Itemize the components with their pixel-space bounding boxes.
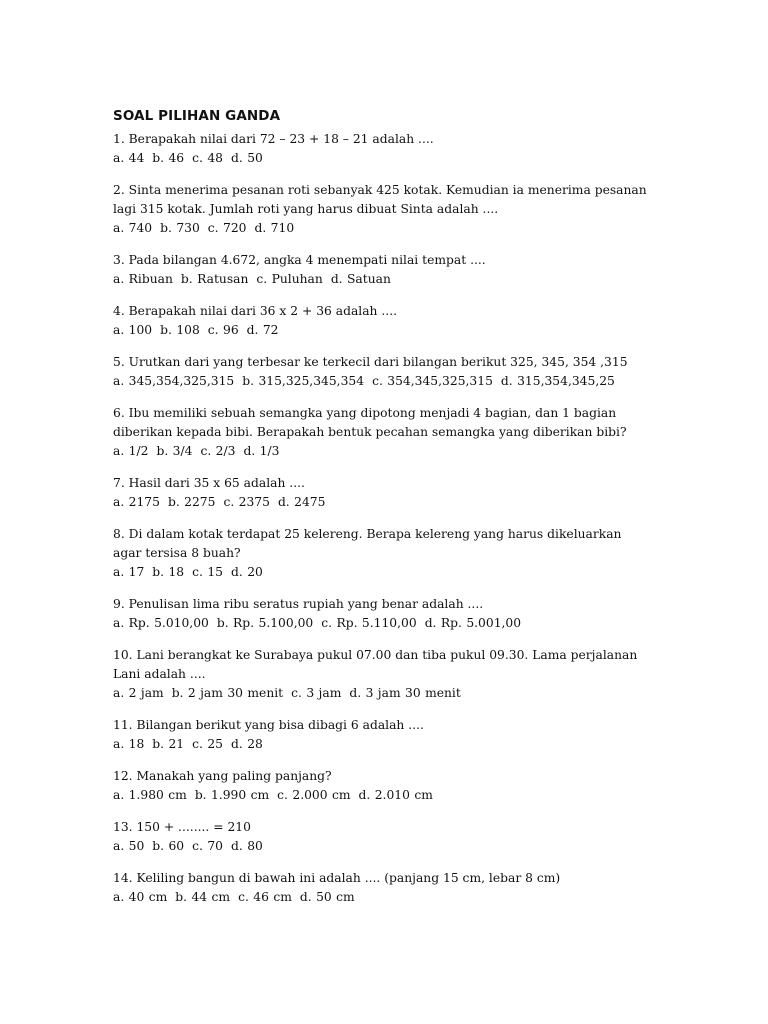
answer-option: a. 1/2 (113, 444, 149, 458)
answer-option: d. 710 (254, 221, 295, 235)
answer-option: b. 730 (160, 221, 200, 235)
answer-option: a. 44 (113, 151, 145, 165)
answer-option: b. 18 (152, 565, 185, 579)
answer-options (113, 372, 653, 391)
document-title: SOAL PILIHAN GANDA (113, 108, 281, 124)
question-text: 9. Penulisan lima ribu seratus rupiah yang benar adalah .... (113, 597, 484, 611)
answer-option: c. Rp. 5.110,00 (321, 616, 417, 630)
answer-option: d. 20 (231, 565, 263, 579)
answer-option: a. 50 (113, 839, 145, 853)
answer-option: c. 354,345,325,315 (372, 374, 493, 388)
question-text: 1. Berapakah nilai dari 72 – 23 + 18 – 21 adalah .... (113, 132, 434, 146)
answer-option: a. Rp. 5.010,00 (113, 616, 209, 630)
answer-option: b. 21 (152, 737, 185, 751)
answer-option: b. 108 (160, 323, 200, 337)
answer-option: b. Rp. 5.100,00 (216, 616, 314, 630)
answer-option: a. 1.980 cm (113, 788, 187, 802)
answer-option: a. 18 (113, 737, 145, 751)
question-item (113, 818, 653, 856)
answer-option: d. 50 (231, 151, 263, 165)
question-item (113, 474, 653, 512)
answer-option: d. 3 jam 30 menit (349, 686, 461, 700)
question-item (113, 130, 653, 168)
answer-option: d. Rp. 5.001,00 (424, 616, 522, 630)
answer-option: c. 25 (192, 737, 223, 751)
answer-options (113, 837, 653, 856)
answer-option: a. 2175 (113, 495, 160, 509)
question-item (113, 767, 653, 805)
question-text: 4. Berapakah nilai dari 36 x 2 + 36 adalah .... (113, 304, 398, 318)
answer-options (113, 321, 653, 340)
document-page (113, 106, 653, 920)
answer-option: c. 2375 (223, 495, 270, 509)
question-item (113, 302, 653, 340)
answer-option: c. Puluhan (256, 272, 323, 286)
answer-options (113, 563, 653, 582)
answer-option: a. Ribuan (113, 272, 173, 286)
answer-options (113, 614, 653, 633)
answer-option: a. 40 cm (113, 890, 168, 904)
answer-options (113, 786, 653, 805)
answer-option: b. 1.990 cm (194, 788, 270, 802)
question-text: 7. Hasil dari 35 x 65 adalah .... (113, 476, 305, 490)
answer-options (113, 442, 653, 461)
answer-options (113, 735, 653, 754)
question-item (113, 251, 653, 289)
answer-options (113, 684, 653, 703)
question-text: 2. Sinta menerima pesanan roti sebanyak 425 kotak. Kemudian ia menerima pesanan lagi 315 kotak. Jumlah roti yang harus dibuat Sinta adalah .... (113, 183, 647, 216)
answer-options (113, 493, 653, 512)
answer-option: b. 46 (152, 151, 185, 165)
answer-option: d. 80 (231, 839, 263, 853)
answer-option: d. 2.010 cm (358, 788, 433, 802)
answer-option: a. 2 jam (113, 686, 164, 700)
answer-option: c. 70 (192, 839, 223, 853)
answer-options (113, 888, 653, 907)
question-list (113, 130, 653, 907)
question-item (113, 869, 653, 907)
answer-options (113, 149, 653, 168)
question-text: 6. Ibu memiliki sebuah semangka yang dipotong menjadi 4 bagian, dan 1 bagian diberikan kepada bibi. Berapakah bentuk pecahan semangka yang diberikan bibi? (113, 406, 627, 439)
answer-option: b. Ratusan (180, 272, 249, 286)
answer-option: b. 315,325,345,354 (242, 374, 365, 388)
answer-option: d. 1/3 (243, 444, 280, 458)
answer-option: d. Satuan (330, 272, 391, 286)
answer-option: d. 2475 (277, 495, 326, 509)
question-item (113, 404, 653, 461)
answer-option: d. 315,354,345,25 (500, 374, 615, 388)
answer-option: a. 345,354,325,315 (113, 374, 235, 388)
answer-options (113, 270, 653, 289)
question-text: 10. Lani berangkat ke Surabaya pukul 07.00 dan tiba pukul 09.30. Lama perjalanan Lani adalah .... (113, 648, 638, 681)
question-text: 11. Bilangan berikut yang bisa dibagi 6 adalah .... (113, 718, 424, 732)
answer-option: d. 28 (231, 737, 263, 751)
answer-option: a. 17 (113, 565, 145, 579)
question-text: 3. Pada bilangan 4.672, angka 4 menempati nilai tempat .... (113, 253, 486, 267)
question-text: 8. Di dalam kotak terdapat 25 kelereng. Berapa kelereng yang harus dikeluarkan agar tersisa 8 buah? (113, 527, 622, 560)
answer-option: c. 2/3 (200, 444, 236, 458)
question-text: 12. Manakah yang paling panjang? (113, 769, 332, 783)
answer-option: c. 48 (192, 151, 223, 165)
answer-option: c. 2.000 cm (277, 788, 351, 802)
question-text: 5. Urutkan dari yang terbesar ke terkecil dari bilangan berikut 325, 345, 354 ,315 (113, 355, 628, 369)
answer-option: c. 3 jam (291, 686, 342, 700)
answer-option: c. 15 (192, 565, 223, 579)
answer-option: d. 50 cm (299, 890, 355, 904)
answer-option: c. 96 (207, 323, 239, 337)
answer-option: c. 720 (207, 221, 247, 235)
answer-options (113, 219, 653, 238)
answer-option: a. 740 (113, 221, 153, 235)
question-text: 13. 150 + ........ = 210 (113, 820, 251, 834)
question-text: 14. Keliling bangun di bawah ini adalah .... (panjang 15 cm, lebar 8 cm) (113, 871, 561, 885)
question-item (113, 181, 653, 238)
question-item (113, 595, 653, 633)
question-item (113, 525, 653, 582)
answer-option: b. 2 jam 30 menit (171, 686, 284, 700)
question-item (113, 646, 653, 703)
answer-option: b. 60 (152, 839, 185, 853)
question-item (113, 716, 653, 754)
question-item (113, 353, 653, 391)
answer-option: c. 46 cm (238, 890, 292, 904)
answer-option: d. 72 (246, 323, 279, 337)
answer-option: b. 3/4 (156, 444, 193, 458)
answer-option: b. 2275 (167, 495, 216, 509)
answer-option: a. 100 (113, 323, 153, 337)
answer-option: b. 44 cm (175, 890, 231, 904)
